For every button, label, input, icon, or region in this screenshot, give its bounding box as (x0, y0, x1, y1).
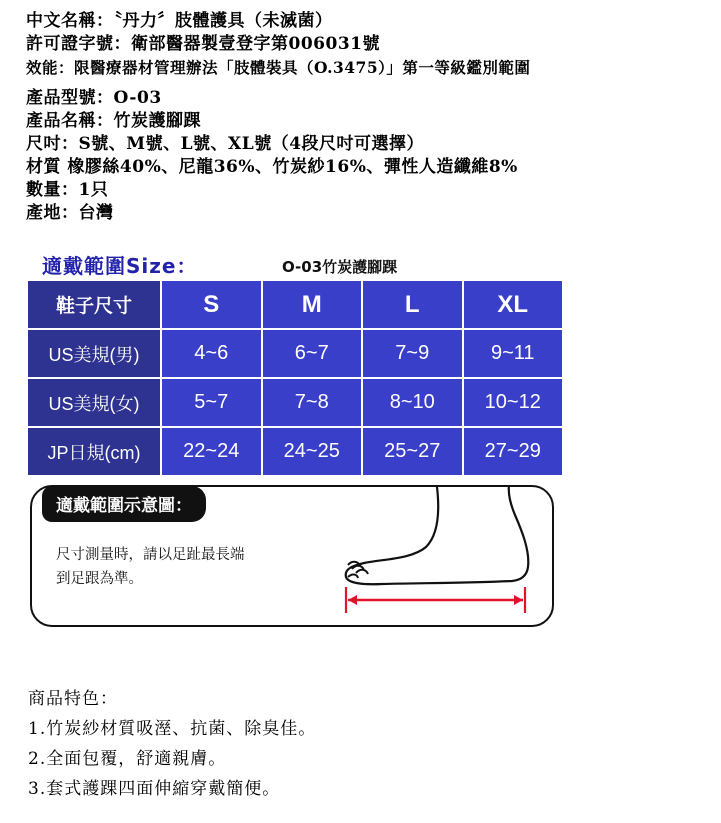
table-cell: 6~7 (262, 329, 363, 378)
spec-material: 材質 橡膠絲40%、尼龍36%、竹炭紗16%、彈性人造纖維8% (26, 157, 518, 177)
foot-measure-illustration-icon (322, 485, 547, 625)
row-label-us-women: US美規(女) (27, 378, 161, 427)
size-table-header-s: S (161, 280, 262, 329)
size-chart-code: O-03竹炭護腳踝 (282, 258, 398, 276)
spec-origin: 產地：台灣 (26, 203, 114, 223)
product-spec-block (26, 10, 530, 225)
table-cell: 9~11 (463, 329, 564, 378)
size-chart-header (42, 250, 562, 278)
table-cell: 5~7 (161, 378, 262, 427)
feature-item: 2.全面包覆，舒適親膚。 (28, 749, 227, 769)
features-heading: 商品特色： (28, 689, 118, 709)
size-table (26, 279, 564, 477)
fit-guide-text (56, 543, 245, 591)
table-cell: 22~24 (161, 427, 262, 476)
fit-guide-text-line1: 尺寸測量時，請以足趾最長端 (56, 547, 245, 563)
row-label-us-men: US美規(男) (27, 329, 161, 378)
size-table-header-xl: XL (463, 280, 564, 329)
feature-item: 1.竹炭紗材質吸溼、抗菌、除臭佳。 (28, 719, 317, 739)
features-block (28, 684, 316, 804)
spec-license: 許可證字號：衛部醫器製壹登字第006031號 (26, 34, 380, 54)
table-cell: 7~8 (262, 378, 363, 427)
size-table-header-label: 鞋子尺寸 (27, 280, 161, 329)
fit-guide-text-line2: 到足跟為準。 (56, 571, 143, 587)
fit-guide-panel (30, 485, 554, 627)
table-cell: 4~6 (161, 329, 262, 378)
fit-guide-tag: 適戴範圍示意圖： (42, 486, 206, 522)
spec-product-name: 產品名稱：竹炭護腳踝 (26, 111, 201, 131)
row-label-jp-cm: JP日規(cm) (27, 427, 161, 476)
table-cell: 25~27 (362, 427, 463, 476)
spec-model: 產品型號：O-03 (26, 88, 162, 108)
size-table-header-l: L (362, 280, 463, 329)
feature-item: 3.套式護踝四面伸縮穿戴簡便。 (28, 779, 281, 799)
spec-sizes: 尺吋：S號、M號、L號、XL號（4段尺吋可選擇） (26, 134, 425, 154)
spec-efficacy: 效能：限醫療器材管理辦法「肢體裝具（O.3475）」第一等級鑑別範圍 (26, 58, 531, 77)
table-row (27, 329, 563, 378)
size-table-header-row (27, 280, 563, 329)
spec-quantity: 數量：1只 (26, 180, 109, 200)
table-cell: 27~29 (463, 427, 564, 476)
table-cell: 24~25 (262, 427, 363, 476)
size-chart-title: 適戴範圍Size： (42, 254, 198, 278)
table-row (27, 378, 563, 427)
size-table-header-m: M (262, 280, 363, 329)
table-cell: 7~9 (362, 329, 463, 378)
table-cell: 10~12 (463, 378, 564, 427)
spec-name: 中文名稱：〝丹力〞肢體護具（未滅菌） (26, 11, 333, 31)
table-cell: 8~10 (362, 378, 463, 427)
table-row (27, 427, 563, 476)
